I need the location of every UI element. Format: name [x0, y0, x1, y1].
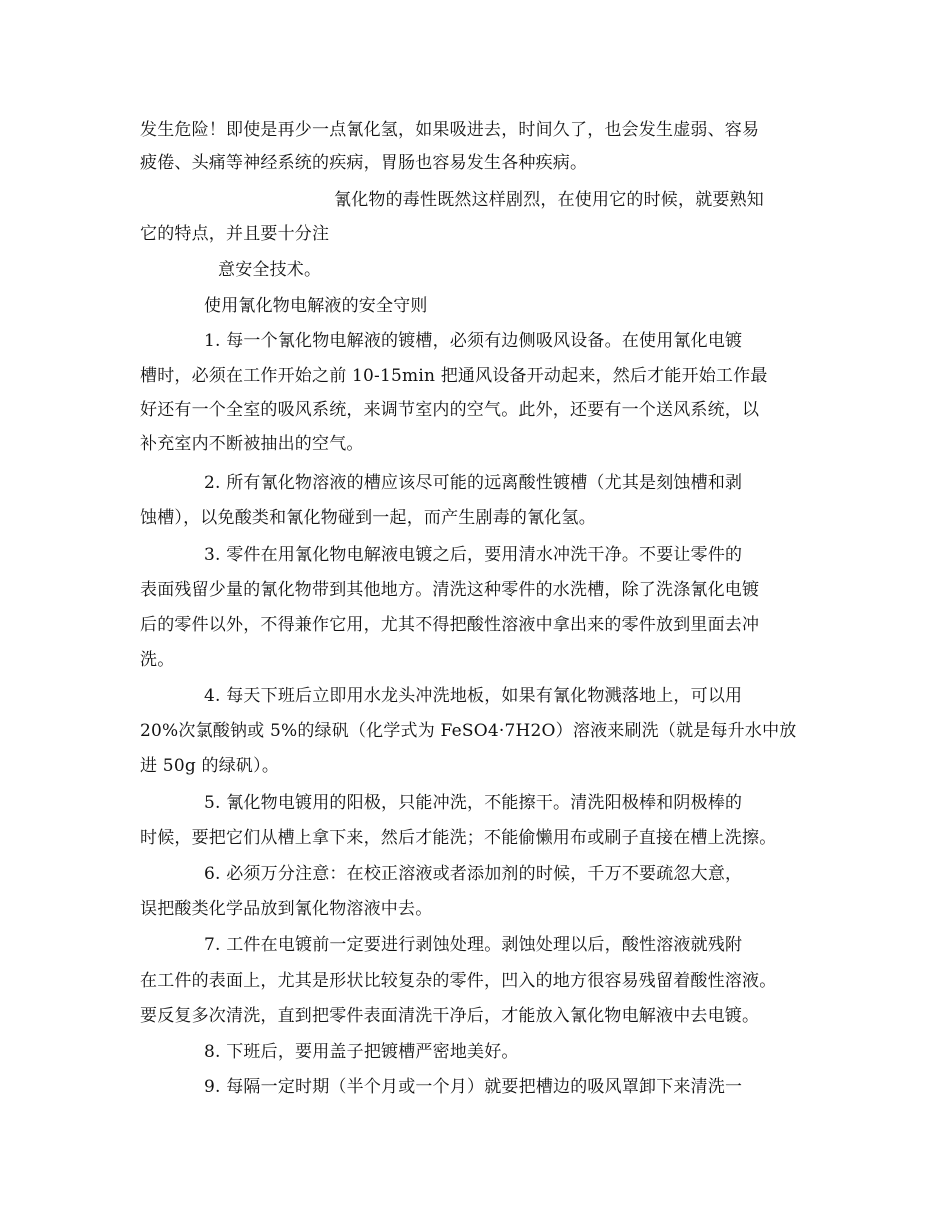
- text-line: 后的零件以外，不得兼作它用，尤其不得把酸性溶液中拿出来的零件放到里面去冲: [140, 615, 760, 635]
- text-line: 疲倦、头痛等神经系统的疾病，胃肠也容易发生各种疾病。: [140, 153, 588, 173]
- text-line: 蚀槽），以免酸类和氰化物碰到一起，而产生剧毒的氰化氢。: [140, 508, 596, 528]
- text-line: 它的特点，并且要十分注: [140, 224, 330, 244]
- text-line: 进 50g 的绿矾）。: [140, 756, 280, 776]
- text-line: 1. 每一个氰化物电解液的镀槽，必须有边侧吸风设备。在使用氰化电镀: [204, 331, 743, 351]
- text-line: 20%次氯酸钠或 5%的绿矾（化学式为 FeSO4·7H2O）溶液来刷洗（就是每升水中放: [140, 721, 797, 741]
- text-line: 要反复多次清洗，直到把零件表面清洗干净后，才能放入氰化物电解液中去电镀。: [140, 1006, 760, 1026]
- text-line: 6. 必须万分注意：在校正溶液或者添加剂的时候，千万不要疏忽大意，: [204, 864, 743, 884]
- text-line: 在工件的表面上，尤其是形状比较复杂的零件，凹入的地方很容易残留着酸性溶液。: [140, 971, 777, 991]
- text-line: 8. 下班后，要用盖子把镀槽严密地美好。: [204, 1042, 519, 1062]
- text-line: 3. 零件在用氰化物电解液电镀之后，要用清水冲洗干净。不要让零件的: [204, 545, 743, 565]
- text-line: 发生危险！即使是再少一点氰化氢，如果吸进去，时间久了，也会发生虚弱、容易: [140, 120, 760, 140]
- text-line: 补充室内不断被抽出的空气。: [140, 434, 364, 454]
- text-line: 误把酸类化学品放到氰化物溶液中去。: [140, 899, 433, 919]
- section-heading: 使用氰化物电解液的安全守则: [204, 296, 428, 316]
- text-line: 2. 所有氰化物溶液的槽应该尽可能的远离酸性镀槽（尤其是刻蚀槽和剥: [204, 473, 743, 493]
- text-line: 意安全技术。: [218, 260, 322, 280]
- text-line: 时候，要把它们从槽上拿下来，然后才能洗；不能偷懒用布或刷子直接在槽上洗擦。: [140, 828, 777, 848]
- text-line: 表面残留少量的氰化物带到其他地方。清洗这种零件的水洗槽，除了洗涤氰化电镀: [140, 580, 760, 600]
- text-line: 9. 每隔一定时期（半个月或一个月）就要把槽边的吸风罩卸下来清洗一: [204, 1077, 743, 1097]
- text-line: 好还有一个全室的吸风系统，来调节室内的空气。此外，还要有一个送风系统，以: [140, 400, 760, 420]
- text-line: 4. 每天下班后立即用水龙头冲洗地板，如果有氰化物溅落地上，可以用: [204, 686, 743, 706]
- text-line: 洗。: [140, 650, 175, 670]
- text-line: 氰化物的毒性既然这样剧烈，在使用它的时候，就要熟知: [334, 190, 764, 210]
- text-line: 槽时，必须在工作开始之前 10-15min 把通风设备开动起来，然后才能开始工作最: [140, 366, 768, 386]
- text-line: 5. 氰化物电镀用的阳极，只能冲洗，不能擦干。清洗阳极棒和阴极棒的: [204, 793, 743, 813]
- text-line: 7. 工件在电镀前一定要进行剥蚀处理。剥蚀处理以后，酸性溶液就残附: [204, 935, 743, 955]
